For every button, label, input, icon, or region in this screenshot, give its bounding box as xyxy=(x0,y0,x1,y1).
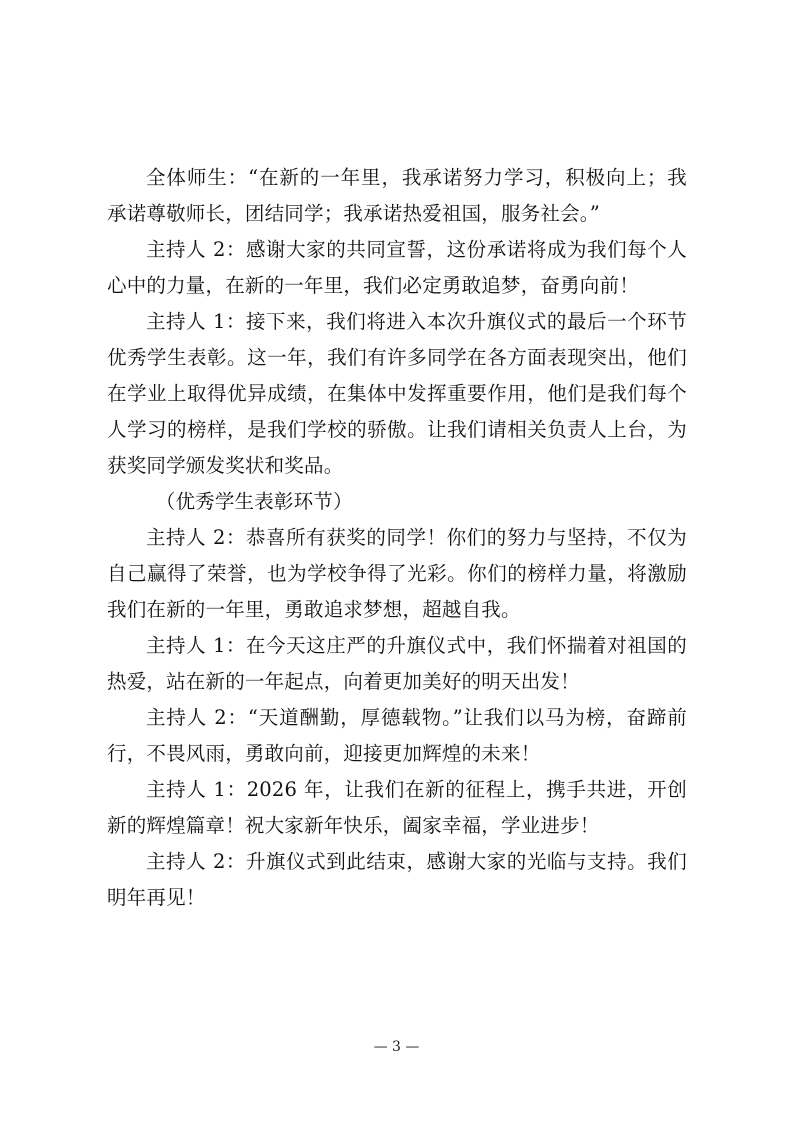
paragraph-host1-ceremony xyxy=(107,628,687,700)
speaker-label: 主持人 2： xyxy=(146,850,246,873)
paragraph-text: 升旗仪式到此结束，感谢大家的光临与支持。我们明年再见！ xyxy=(107,850,687,909)
paragraph-text: 在今天这庄严的升旗仪式中，我们怀揣着对祖国的热爱，站在新的一年起点，向着更加美好的明天出发！ xyxy=(107,634,687,693)
speaker-label: 全体师生： xyxy=(146,166,249,189)
paragraph-host1-awards xyxy=(107,304,687,484)
paragraph-host2-closing xyxy=(107,844,687,916)
speaker-label: 主持人 1： xyxy=(146,778,247,801)
paragraph-text: 接下来，我们将进入本次升旗仪式的最后一个环节优秀学生表彰。这一年，我们有许多同学在各方面表现突出，他们在学业上取得优异成绩，在集体中发挥重要作用，他们是我们每个人学习的榜样，是我们学校的骄傲。让我们请相关负责人上台，为获奖同学颁发奖状和奖品。 xyxy=(107,310,687,477)
paragraph-text: 感谢大家的共同宣誓，这份承诺将成为我们每个人心中的力量，在新的一年里，我们必定勇敢追梦，奋勇向前！ xyxy=(107,238,687,297)
paragraph-pledge xyxy=(107,160,687,232)
speaker-label: 主持人 2： xyxy=(146,238,246,261)
stage-direction: （优秀学生表彰环节） xyxy=(155,490,353,513)
paragraph-text: “天道酬勤，厚德载物。”让我们以马为榜，奋蹄前行，不畏风雨，勇敢向前，迎接更加辉煌的未来！ xyxy=(107,706,687,765)
speaker-label: 主持人 2： xyxy=(146,526,246,549)
paragraph-host2-motto xyxy=(107,700,687,772)
speaker-label: 主持人 1： xyxy=(146,634,246,657)
speaker-label: 主持人 2： xyxy=(146,706,248,729)
paragraph-text: 2026 年，让我们在新的征程上，携手共进，开创新的辉煌篇章！祝大家新年快乐，阖家幸福，学业进步！ xyxy=(107,778,687,837)
document-body xyxy=(107,160,687,916)
paragraph-text: 恭喜所有获奖的同学！你们的努力与坚持，不仅为自己赢得了荣誉，也为学校争得了光彩。你们的榜样力量，将激励我们在新的一年里，勇敢追求梦想，超越自我。 xyxy=(107,526,687,621)
paragraph-host2-thanks xyxy=(107,232,687,304)
paragraph-host2-congrats xyxy=(107,520,687,628)
paragraph-host1-newyear xyxy=(107,772,687,844)
paragraph-text: “在新的一年里，我承诺努力学习，积极向上；我承诺尊敬师长，团结同学；我承诺热爱祖国，服务社会。” xyxy=(107,166,687,225)
page-number: — 3 — xyxy=(373,1039,420,1055)
speaker-label: 主持人 1： xyxy=(146,310,246,333)
